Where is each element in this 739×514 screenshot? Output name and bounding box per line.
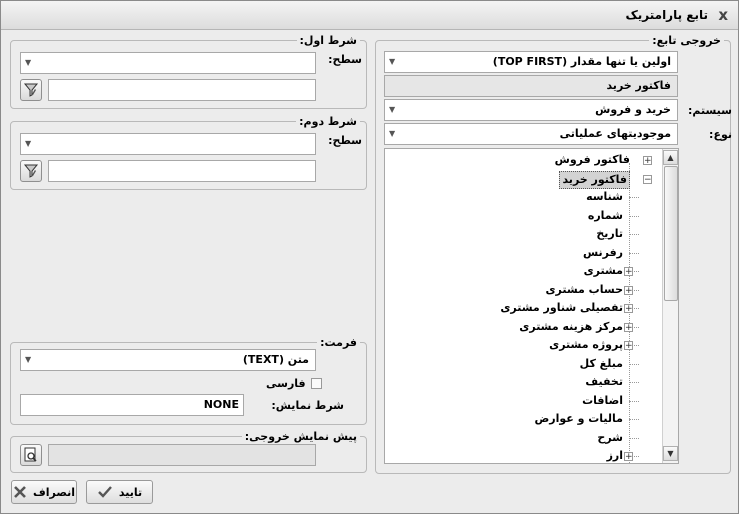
expand-icon[interactable]: + — [644, 156, 652, 166]
filter-icon — [23, 82, 39, 98]
condition1-level-combo[interactable] — [20, 52, 316, 74]
title-bar — [1, 1, 738, 30]
condition2-value-input[interactable] — [48, 160, 316, 182]
condition2-level-label: سطح: — [328, 134, 362, 147]
system-value: خرید و فروش — [595, 103, 671, 116]
tree-item[interactable]: رفرنس — [582, 245, 623, 259]
tree-item[interactable]: شرح — [597, 430, 623, 444]
display-condition-label: شرط نمایش: — [271, 399, 344, 412]
chevron-down-icon: ▼ — [25, 58, 32, 67]
system-combo[interactable] — [384, 99, 678, 121]
preview-button[interactable] — [20, 444, 42, 466]
tree-item[interactable]: پروژه مشتری — [549, 338, 623, 351]
condition1-value-input[interactable] — [48, 79, 316, 101]
tree-item[interactable]: شماره — [587, 208, 623, 222]
tree-item[interactable]: حساب مشتری — [545, 282, 623, 296]
cancel-label: انصراف — [32, 485, 76, 499]
display-condition-input[interactable] — [20, 394, 244, 416]
close-icon[interactable]: x — [718, 6, 728, 24]
cancel-x-icon — [13, 485, 27, 499]
tree-scrollbar[interactable] — [662, 149, 679, 463]
check-icon — [97, 485, 113, 499]
tree-item[interactable]: فاکتور فروش — [554, 153, 630, 166]
tree-item[interactable]: تاریخ — [596, 227, 623, 240]
condition1-filter-button[interactable] — [20, 79, 42, 101]
output-legend: خروجی تابع: — [652, 34, 721, 47]
chevron-down-icon: ▼ — [389, 105, 396, 114]
tree-item[interactable]: مبلغ کل — [579, 356, 623, 370]
preview-legend: پیش نمایش خروجی: — [244, 430, 357, 443]
expand-icon[interactable]: + — [625, 322, 633, 333]
window-title: تابع پارامتریک — [625, 8, 708, 22]
farsi-checkbox[interactable] — [311, 378, 322, 389]
tree-item[interactable]: شناسه — [586, 190, 623, 203]
condition1-level-label: سطح: — [328, 53, 362, 66]
scroll-down-icon[interactable]: ▼ — [663, 446, 678, 461]
chevron-down-icon: ▼ — [389, 129, 396, 138]
output-function-value: اولین یا تنها مقدار (TOP FIRST) — [492, 55, 671, 68]
chevron-down-icon: ▼ — [25, 139, 32, 148]
type-label: نوع: — [709, 128, 732, 141]
type-combo[interactable] — [384, 123, 678, 145]
format-type-value: متن (TEXT) — [242, 353, 309, 366]
system-label: سیستم: — [687, 104, 732, 117]
farsi-checkbox-row[interactable] — [266, 377, 322, 390]
output-function-combo[interactable] — [384, 51, 678, 73]
expand-icon[interactable]: + — [625, 452, 633, 462]
ok-button[interactable] — [86, 480, 153, 504]
tree-item[interactable]: تخفیف — [585, 375, 623, 388]
filter-icon — [23, 163, 39, 179]
condition2-legend: شرط دوم: — [299, 115, 357, 128]
condition1-legend: شرط اول: — [299, 34, 357, 47]
preview-output-field — [48, 444, 316, 466]
tree-item[interactable]: ارز — [606, 449, 623, 462]
tree-item[interactable]: تفصیلی شناور مشتری — [500, 301, 623, 314]
entity-tree — [384, 148, 679, 464]
tree-item[interactable]: مرکز هزینه مشتری — [519, 319, 623, 333]
preview-icon — [23, 447, 39, 463]
type-value: موجودیتهای عملیاتی — [559, 127, 671, 140]
tree-item[interactable]: مالیات و عوارض — [534, 412, 623, 425]
tree-item[interactable]: اضافات — [582, 393, 623, 407]
display-condition-value: NONE — [203, 398, 239, 411]
expand-icon[interactable]: + — [625, 341, 633, 351]
expand-icon[interactable]: + — [625, 267, 633, 277]
cancel-button[interactable] — [11, 480, 77, 504]
expand-icon[interactable]: + — [625, 304, 633, 314]
chevron-down-icon: ▼ — [25, 355, 32, 364]
tree-item[interactable]: مشتری — [583, 264, 623, 277]
chevron-down-icon: ▼ — [389, 57, 396, 66]
scroll-up-icon[interactable]: ▲ — [663, 150, 678, 165]
collapse-icon[interactable]: − — [644, 174, 652, 185]
farsi-label: فارسی — [266, 377, 306, 390]
condition2-filter-button[interactable] — [20, 160, 42, 182]
format-legend: فرمت: — [320, 336, 357, 349]
tree-item[interactable]: فاکتور خرید — [559, 171, 630, 189]
expand-icon[interactable]: + — [625, 285, 633, 296]
format-type-combo[interactable] — [20, 349, 316, 371]
condition2-level-combo[interactable] — [20, 133, 316, 155]
selected-path-field — [384, 75, 678, 97]
ok-label: تایید — [118, 485, 143, 499]
selected-path-value: فاکتور خرید — [606, 79, 671, 92]
scroll-thumb[interactable] — [664, 166, 678, 301]
